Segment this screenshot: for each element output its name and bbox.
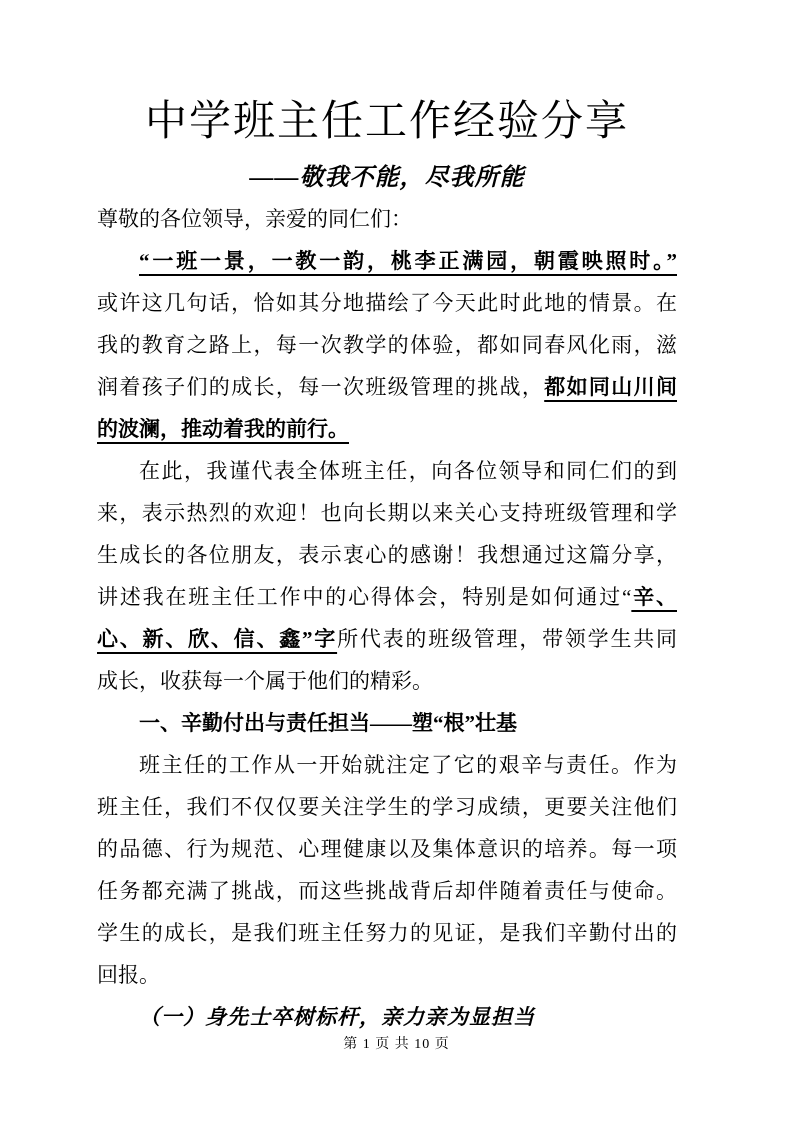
text-run: 或许这几句话，恰如其分地描绘了今天此时此地的情景。在: [97, 291, 677, 315]
text-run: 学生的成长，是我们班主任努力的见证，是我们辛勤付出的: [97, 921, 677, 945]
text-run: 心、新、欣、信、鑫”字: [97, 627, 338, 651]
text-line: [97, 408, 677, 450]
text-run: 生成长的各位朋友，表示衷心的感谢！我想通过这篇分享，: [97, 543, 677, 567]
document-body: [97, 198, 677, 1038]
text-run: 班主任的工作从一开始就注定了它的艰辛与责任。作为: [139, 753, 677, 777]
text-line: [97, 240, 677, 282]
text-run: 讲述我在班主任工作中的心得体会，特别是如何通过“: [97, 585, 632, 609]
text-line: [97, 996, 677, 1038]
text-line: [97, 366, 677, 408]
text-line: [97, 618, 677, 660]
text-line: [97, 492, 677, 534]
text-line: [97, 576, 677, 618]
text-run: 都如同山川间: [544, 375, 677, 399]
text-line: [97, 702, 677, 744]
text-run: （一）身先士卒树标杆，亲力亲为显担当: [139, 1005, 535, 1029]
text-run: 润着孩子们的成长，每一次班级管理的挑战，: [97, 375, 545, 399]
text-run: 班主任，我们不仅仅要关注学生的学习成绩，更要关注他们: [97, 795, 677, 819]
text-line: [97, 534, 677, 576]
text-run: 的品德、行为规范、心理健康以及集体意识的培养。每一项: [97, 837, 677, 861]
text-line: [97, 954, 677, 996]
text-run: 我的教育之路上，每一次教学的体验，都如同春风化雨，滋: [97, 333, 677, 357]
text-run: 成长，收获每一个属于他们的精彩。: [97, 669, 433, 693]
text-run: 任务都充满了挑战，而这些挑战背后却伴随着责任与使命。: [97, 879, 677, 903]
text-run: 的波澜，推动着我的前行。: [97, 417, 349, 441]
page-footer: 第 1 页 共 10 页: [343, 1037, 450, 1052]
text-line: [97, 660, 677, 702]
document-title: 中学班主任工作经验分享: [144, 99, 629, 145]
text-line: [97, 744, 677, 786]
text-line: [97, 282, 677, 324]
text-run: 辛、: [631, 585, 677, 609]
text-run: 在此，我谨代表全体班主任，向各位领导和同仁们的到: [139, 459, 677, 483]
text-line: [97, 324, 677, 366]
text-line: [97, 912, 677, 954]
text-run: 回报。: [97, 963, 160, 987]
text-line: [97, 786, 677, 828]
text-run: “一班一景，一教一韵，桃李正满园，朝霞映照时。”: [139, 249, 677, 273]
text-line: [97, 828, 677, 870]
text-run: 尊敬的各位领导，亲爱的同仁们：: [97, 207, 412, 231]
document-subtitle: ——敬我不能，尽我所能: [249, 165, 525, 191]
document-content: [97, 0, 677, 1038]
text-run: 来，表示热烈的欢迎！也向长期以来关心支持班级管理和学: [97, 501, 677, 525]
text-line: [97, 198, 677, 240]
text-run: 一、辛勤付出与责任担当——塑“根”壮基: [139, 711, 517, 735]
text-line: [97, 450, 677, 492]
text-run: 所代表的班级管理，带领学生共同: [337, 627, 677, 651]
text-line: [97, 870, 677, 912]
